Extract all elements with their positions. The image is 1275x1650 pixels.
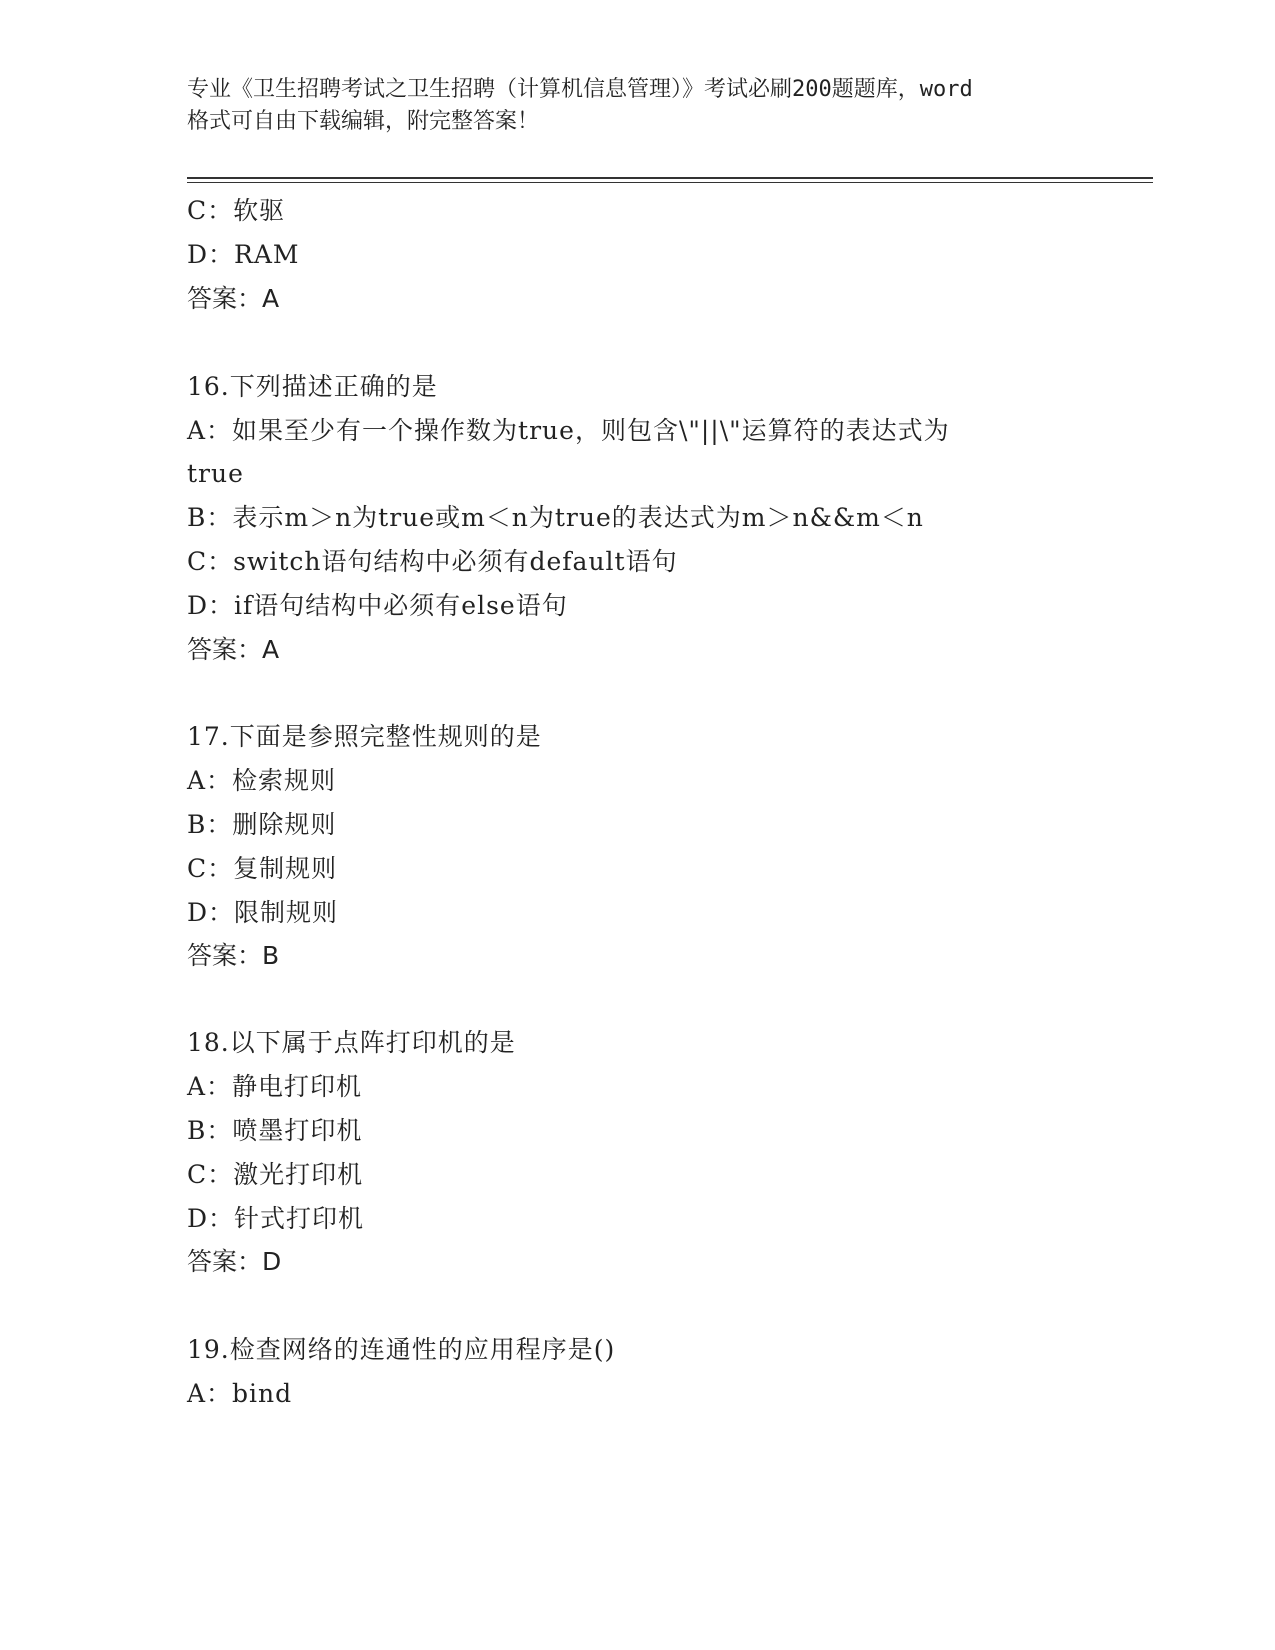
q15-answer: 答案：A	[187, 284, 280, 313]
q17-option-a: A：检索规则	[187, 766, 337, 795]
header-divider-thick	[187, 177, 1153, 179]
document-header	[187, 74, 1087, 138]
q16-option-b: B：表示m＞n为true或m＜n为true的表达式为m＞n&&m＜n	[187, 503, 924, 532]
q16-stem: 16.下列描述正确的是	[187, 372, 438, 401]
q18-option-c: C：激光打印机	[187, 1160, 364, 1189]
q19-stem: 19.检查网络的连通性的应用程序是()	[187, 1335, 616, 1364]
q16-option-a: A：如果至少有一个操作数为true，则包含\"||\"运算符的表达式为	[187, 416, 950, 445]
header-line-1: 专业《卫生招聘考试之卫生招聘（计算机信息管理）》考试必刷200题题库，word	[187, 77, 973, 102]
q17-option-b: B：删除规则	[187, 810, 337, 839]
q18-option-a: A：静电打印机	[187, 1072, 363, 1101]
q16-option-d: D：if语句结构中必须有else语句	[187, 591, 568, 620]
q17-answer: 答案：B	[187, 941, 280, 970]
q18-stem: 18.以下属于点阵打印机的是	[187, 1028, 516, 1057]
header-line-2: 格式可自由下载编辑，附完整答案！	[187, 109, 540, 134]
q15-option-d: D：RAM	[187, 240, 300, 269]
q18-answer: 答案：D	[187, 1247, 282, 1276]
q17-stem: 17.下面是参照完整性规则的是	[187, 722, 542, 751]
q17-option-c: C：复制规则	[187, 854, 338, 883]
q18-option-d: D：针式打印机	[187, 1204, 365, 1233]
q16-option-a-continued: true	[187, 459, 244, 488]
q19-option-a: A：bind	[187, 1379, 293, 1408]
q17-option-d: D：限制规则	[187, 898, 339, 927]
q16-answer: 答案：A	[187, 635, 280, 664]
q16-option-c: C：switch语句结构中必须有default语句	[187, 547, 678, 576]
q18-option-b: B：喷墨打印机	[187, 1116, 363, 1145]
q15-option-c: C：软驱	[187, 196, 286, 225]
header-divider-thin	[187, 182, 1153, 183]
